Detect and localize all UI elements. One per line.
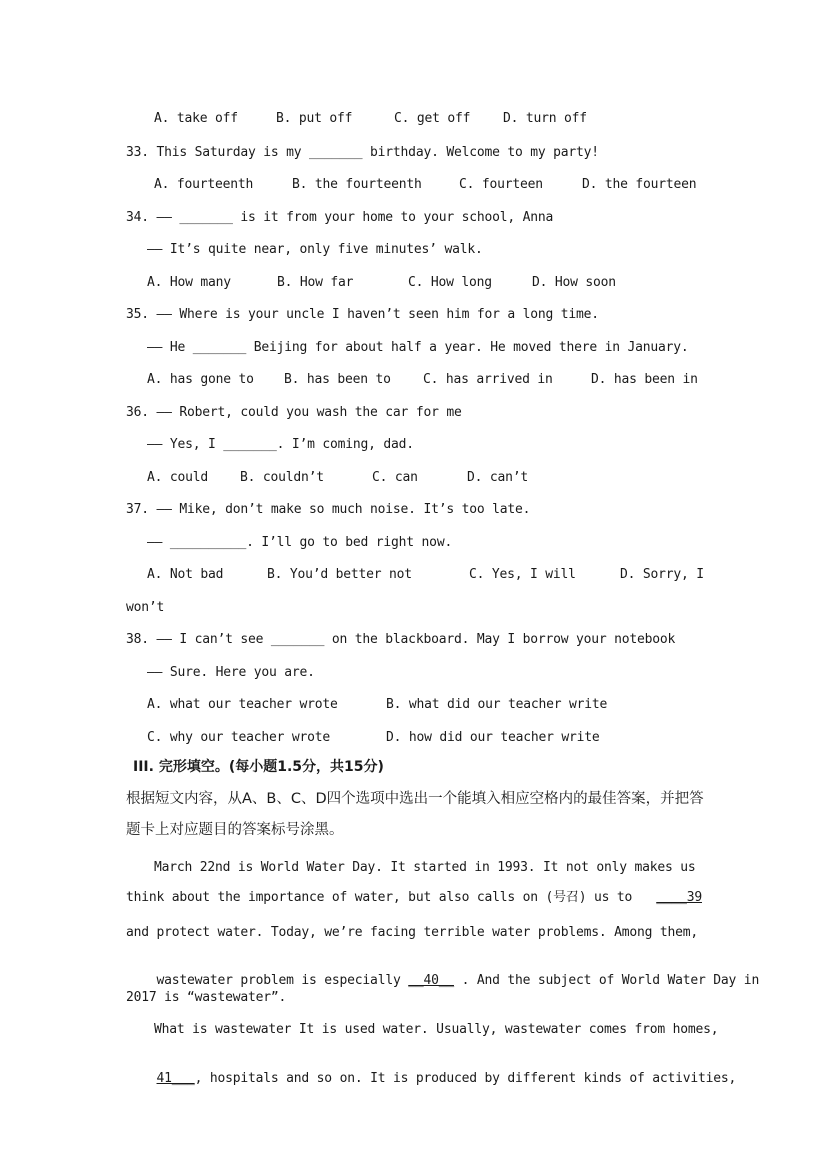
q36-stem: 36. —— Robert, could you wash the car for me <box>126 405 462 420</box>
section-3-heading: III. 完形填空。(每小题1.5分，共15分) <box>133 759 384 775</box>
q38-option-b: B. what did our teacher write <box>386 697 608 712</box>
q37-option-d-wrap: won’t <box>126 600 165 615</box>
q35-stem: 35. —— Where is your uncle I haven’t seen him for a long time. <box>126 307 599 322</box>
q38-stem: 38. —— I can’t see _______ on the blackboard. May I borrow your notebook <box>126 632 676 647</box>
section-3-instruction-line1: 根据短文内容，从A、B、C、D四个选项中选出一个能填入相应空格内的最佳答案，并把答 <box>126 791 704 807</box>
passage-p1-line3 <box>126 925 702 941</box>
q37-option-a: A. Not bad <box>147 567 224 582</box>
q33-option-b: B. the fourteenth <box>292 177 422 192</box>
q37-option-c: C. Yes, I will <box>469 567 576 582</box>
q36-option-b: B. couldn’t <box>240 470 324 485</box>
q33-stem: 33. This Saturday is my _______ birthday. Welcome to my party! <box>126 145 599 160</box>
passage-p1-line2 <box>126 890 702 906</box>
q36-reply: —— Yes, I _______. I’m coming, dad. <box>147 437 414 452</box>
q32-option-b: B. put off <box>276 111 353 126</box>
q33-option-d: D. the fourteen <box>582 177 697 192</box>
q35-option-b: B. has been to <box>284 372 391 387</box>
q36-option-c: C. can <box>372 470 418 485</box>
q34-option-c: C. How long <box>408 275 492 290</box>
section-3-instruction-line2: 题卡上对应题目的答案标号涂黑。 <box>126 822 344 838</box>
q36-option-a: A. could <box>147 470 209 485</box>
q32-option-d: D. turn off <box>503 111 587 126</box>
passage-p2-line1 <box>154 1022 719 1038</box>
q34-option-b: B. How far <box>277 275 354 290</box>
q33-option-a: A. fourteenth <box>154 177 254 192</box>
q38-option-d: D. how did our teacher write <box>386 730 600 745</box>
q34-stem: 34. —— _______ is it from your home to your school, Anna <box>126 210 554 225</box>
q35-option-d: D. has been in <box>591 372 698 387</box>
passage-p1-line5: 2017 is “wastewater”. <box>126 990 287 1005</box>
q32-option-a: A. take off <box>154 111 238 126</box>
q35-reply: —— He _______ Beijing for about half a year. He moved there in January. <box>147 340 689 355</box>
blank-40: __40__ <box>408 973 454 988</box>
passage-text: , hospitals and so on. It is produced by different kinds of activities, <box>194 1071 737 1086</box>
passage-text: What is wastewater It is used water. Usually, wastewater comes from homes, <box>154 1022 719 1037</box>
q37-option-b: B. You’d better not <box>267 567 412 582</box>
q36-option-d: D. can’t <box>467 470 529 485</box>
q37-option-d: D. Sorry, I <box>620 567 704 582</box>
q33-options <box>0 177 827 193</box>
blank-41: 41___ <box>156 1071 195 1086</box>
passage-p2-line2 <box>126 1055 737 1103</box>
q34-options <box>0 275 827 291</box>
q35-options <box>0 372 827 388</box>
q38-reply: —— Sure. Here you are. <box>147 665 315 680</box>
q37-reply: —— __________. I’ll go to bed right now. <box>147 535 453 550</box>
q37-options <box>0 567 827 583</box>
q33-option-c: C. fourteen <box>459 177 543 192</box>
q38-option-a: A. what our teacher wrote <box>147 697 338 712</box>
passage-text: wastewater problem is especially <box>156 973 401 988</box>
q34-reply: —— It’s quite near, only five minutes’ walk. <box>147 242 483 257</box>
q35-option-c: C. has arrived in <box>423 372 553 387</box>
passage-text: . And the subject of World Water Day in <box>461 973 760 988</box>
passage-text: March 22nd is World Water Day. It started in 1993. It not only makes us <box>154 860 696 875</box>
q37-stem: 37. —— Mike, don’t make so much noise. It’s too late. <box>126 502 531 517</box>
q35-option-a: A. has gone to <box>147 372 254 387</box>
q36-options <box>0 470 827 486</box>
q38-options-row2 <box>0 730 827 746</box>
q34-option-a: A. How many <box>147 275 231 290</box>
q32-options <box>0 111 827 127</box>
blank-39: ____39 <box>656 890 702 905</box>
q32-option-c: C. get off <box>394 111 471 126</box>
passage-text: and protect water. Today, we’re facing terrible water problems. Among them, <box>126 925 698 940</box>
q38-options-row1 <box>0 697 827 713</box>
passage-p1-line1 <box>154 860 702 876</box>
q34-option-d: D. How soon <box>532 275 616 290</box>
q38-option-c: C. why our teacher wrote <box>147 730 331 745</box>
passage-text: think about the importance of water, but also calls on (号召) us to <box>126 890 633 905</box>
